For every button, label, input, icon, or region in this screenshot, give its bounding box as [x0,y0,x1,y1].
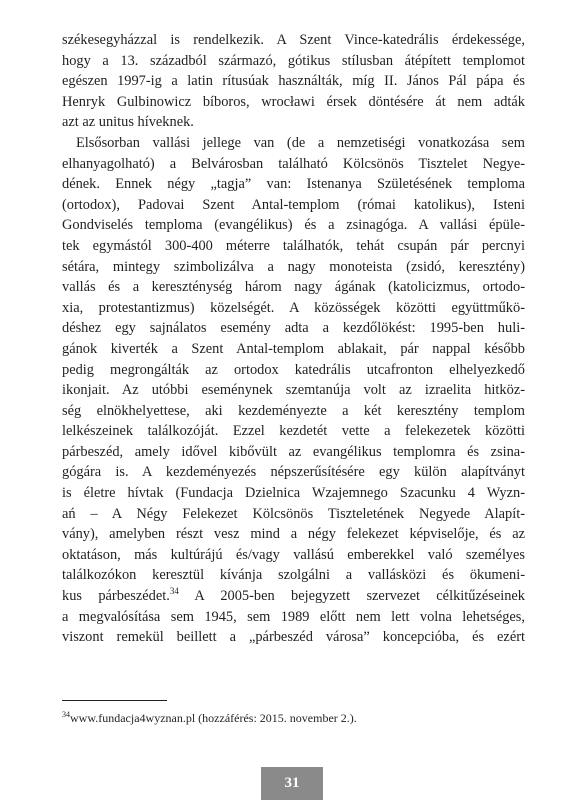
text-line: viszont remekül beillett a „párbeszéd városa” koncepcióba, és ezért [62,629,525,646]
footnote-divider [62,700,167,701]
text-line: Elsősorban vallási jellege van (de a nemzetiségi vonatkozása sem [76,134,525,151]
text-line: tek egymástól 300-400 méterre találhatók, tehát csupán pár percnyi [62,237,525,254]
text-line: hogy a 13. századból származó, gótikus stílusban átépített templomot [62,52,525,69]
text-line: Henryk Gulbinowicz bíboros, wrocławi érsek döntésére át nem adták [62,93,525,110]
page-number-box [261,767,323,800]
text-line: pedig megrongálták az ortodox katedrális utcafronton elhelyezkedő [62,361,525,378]
text-line: találkozókon keresztül kívánja szolgálni a vallásközi és ökumeni- [62,567,525,584]
text-line: párbeszéd, amely idővel kibővült az evangélikus templomra és zsina- [62,443,525,460]
footnote-number: 34 [62,710,70,719]
text-line: elhanyagolható) a Belvárosban található Kölcsönös Tisztelet Negye- [62,155,525,172]
text-line: egészen 1997-ig a latin rítusúak használták, míg II. János Pál pápa és [62,73,525,90]
text-line: ség elnökhelyettese, aki kezdeményezte a két keresztény templom [62,402,525,419]
footnote-reference: 34 [169,586,179,597]
text-line: székesegyházzal is rendelkezik. A Szent Vince-katedrális érdekessége, [62,32,525,48]
text-line: azt az unitus híveknek. [62,114,194,131]
main-text [62,30,525,648]
text-line: xia, protestantizmus) közelségét. A közösségek közötti együttműkö- [62,299,525,316]
footnote [62,710,357,726]
text-line: vallás és a kereszténység három nagy ágának (katolicizmus, ortodo- [62,279,525,296]
text-line: gógára is. A kezdeményezés népszerűsítésére egy külön alapítványt [62,464,525,481]
text-line: vány), amelyben részt vesz mind a négy felekezet képviselője, és az [62,526,525,543]
footnote-text: www.fundacja4wyznan.pl (hozzáférés: 2015. november 2.). [70,711,357,725]
text-line: déshez egy sajnálatos esemény adta a kezdőlökést: 1995-ben huli- [62,320,525,337]
text-line: oktatáson, más kultúrájú és/vagy vallású emberekkel való személyes [62,546,525,563]
text-line: a megvalósítása sem 1945, sem 1989 előtt nem lett volna lehetséges, [62,608,525,625]
text-line-with-footnote-ref [62,586,525,607]
text-line: dének. Ennek négy „tagja” van: Istenanya Születésének temploma [62,176,525,193]
text-segment: A 2005-ben bejegyzett szervezet célkitűzéseinek [194,588,525,605]
text-line: (ortodox), Padovai Szent Antal-templom (római katolikus), Isteni [62,196,525,213]
text-line: lelkészeinek találkozóját. Ezzel kezdetét vette a felekezetek közötti [62,423,525,440]
text-segment: kus párbeszédet. [62,588,170,605]
text-line: ikonjait. Az utóbbi eseménynek szemtanúja volt az izraelita hitköz- [62,382,525,399]
text-line: ań – A Négy Felekezet Kölcsönös Tiszteletének Negyede Alapít- [62,505,525,522]
text-line: gánok kiverték a Szent Antal-templom ablakait, pár nappal később [62,340,525,357]
text-line: is életre hívtak (Fundacja Dzielnica Wzajemnego Szacunku 4 Wyzn- [62,485,525,502]
text-line: sétára, mintegy szimbolizálva a nagy monoteista (zsidó, keresztény) [62,258,525,275]
page-number: 31 [284,775,300,791]
text-line: Gondviselés temploma (evangélikus) és a zsinagóga. A vallási épüle- [62,217,525,234]
